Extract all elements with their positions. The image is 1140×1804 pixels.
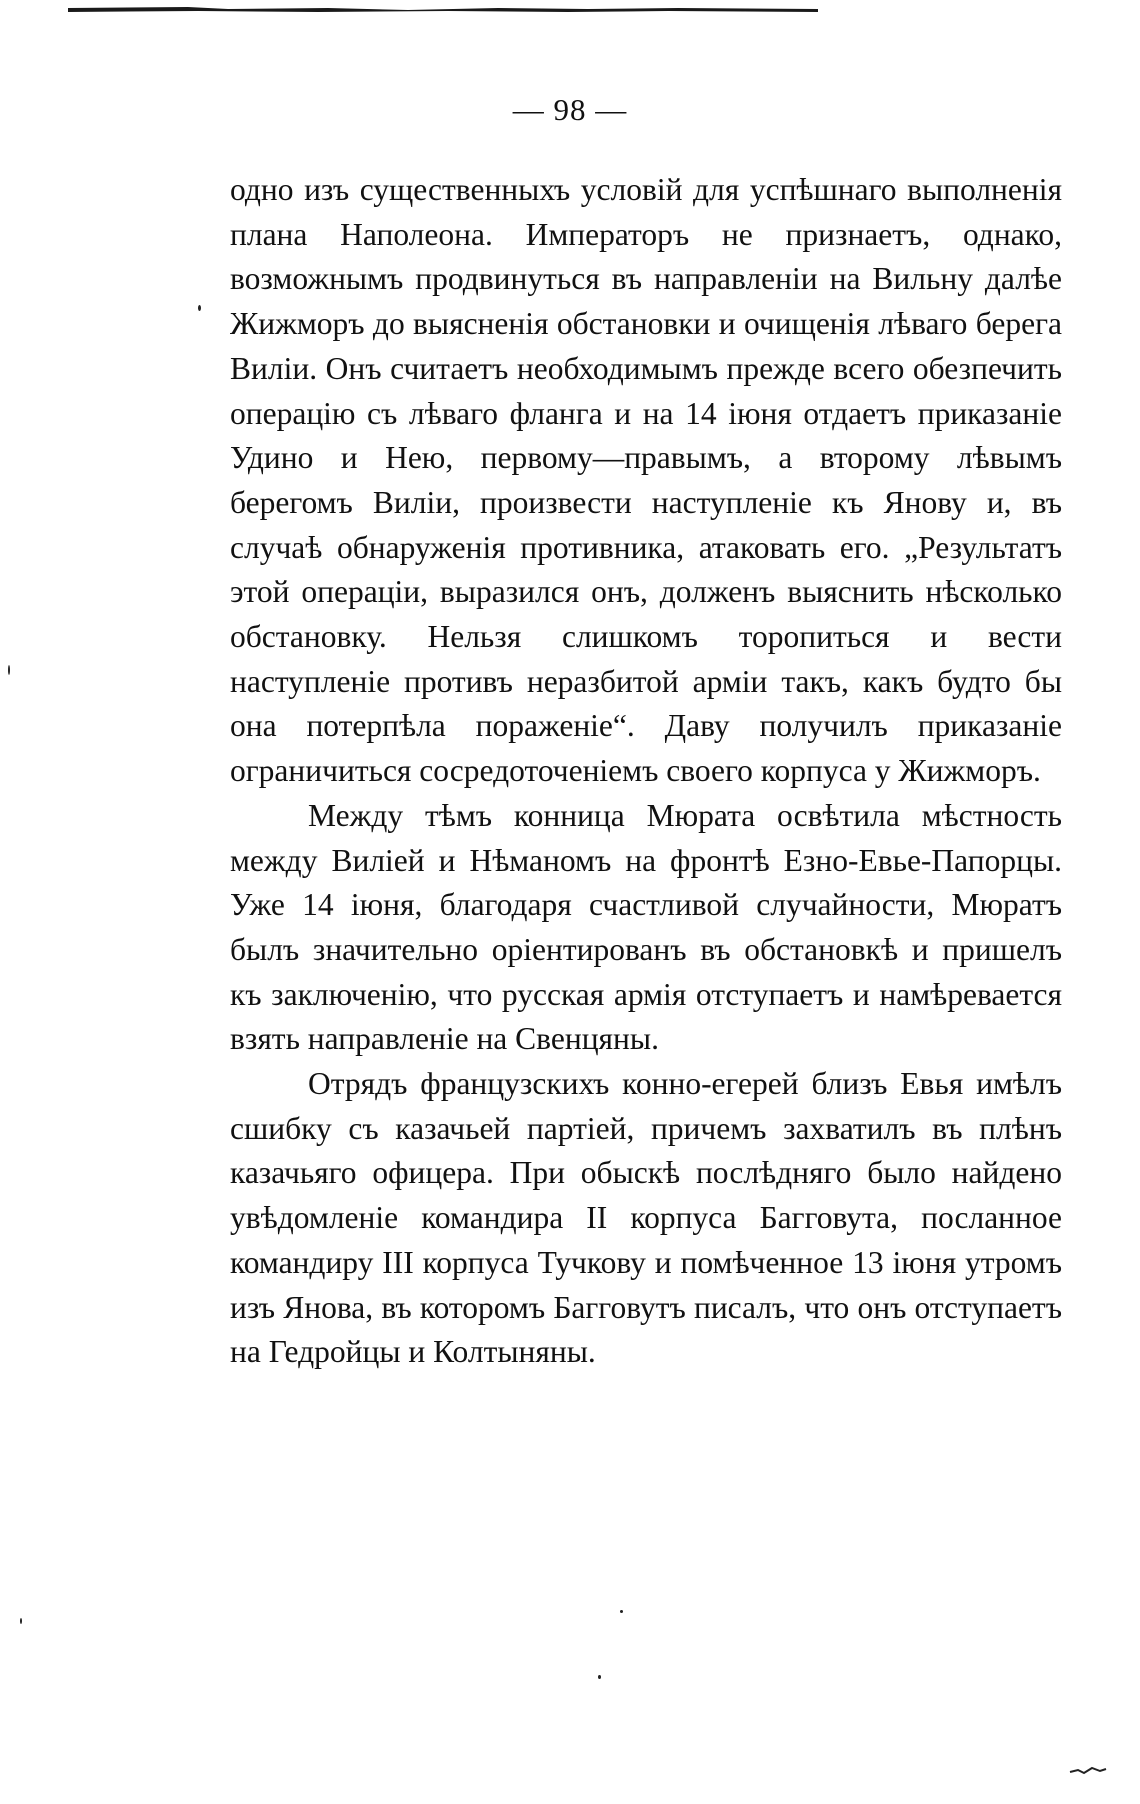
paragraph-1: одно изъ существенныхъ условій для успѣшнаго выполненія плана Наполеона. Императоръ не признаетъ, однако, возможнымъ продвинуться въ направленіи на Вильну далѣе Жижморъ до выясненія обстановки и очищенія лѣваго берега Виліи. Онъ считаетъ необходимымъ прежде всего обезпечить операцію съ лѣваго фланга и на 14 іюня отдаетъ приказаніе Удино и Нею, первому—правымъ, а второму лѣвымъ берегомъ Виліи, произвести наступленіе къ Янову и, въ случаѣ обнаруженія противника, атаковать его. „Результатъ этой операціи, выразился онъ, долженъ выяснить нѣсколько обстановку. Нельзя слишкомъ торопиться и вести наступленіе противъ неразбитой арміи такъ, какъ будто бы она потерпѣла пораженіе“. Даву получилъ приказаніе ограничиться сосредоточеніемъ своего корпуса у Жижморъ.: [230, 172, 1062, 789]
scan-speck: [20, 1618, 22, 1624]
body-text: [230, 168, 1062, 1375]
scan-speck: [198, 305, 201, 311]
paragraph-3: Отрядъ французскихъ конно-егерей близъ Евья имѣлъ сшибку съ казачьей партіей, причемъ захватилъ въ плѣнъ казачьяго офицера. При обыскѣ послѣдняго было найдено увѣдомленіе командира II корпуса Багговута, посланное командиру III корпуса Тучкову и помѣченное 13 іюня утромъ изъ Янова, въ которомъ Багговутъ писалъ, что онъ отступаетъ на Гедройцы и Колтыняны.: [230, 1066, 1062, 1370]
scan-corner-mark: [1068, 1762, 1108, 1776]
scan-speck: [598, 1675, 601, 1679]
top-border-rule: [68, 6, 818, 14]
paragraph-2: Между тѣмъ конница Мюрата освѣтила мѣстность между Виліей и Нѣманомъ на фронтѣ Езно-Евье-Папорцы. Уже 14 іюня, благодаря счастливой случайности, Мюратъ былъ значительно оріентированъ въ обстановкѣ и пришелъ къ заключенію, что русская армія отступаетъ и намѣревается взять направленіе на Свенцяны.: [230, 797, 1062, 1057]
scan-speck: [620, 1610, 623, 1613]
page-number: — 98 —: [512, 92, 628, 127]
scan-speck: [8, 665, 10, 675]
